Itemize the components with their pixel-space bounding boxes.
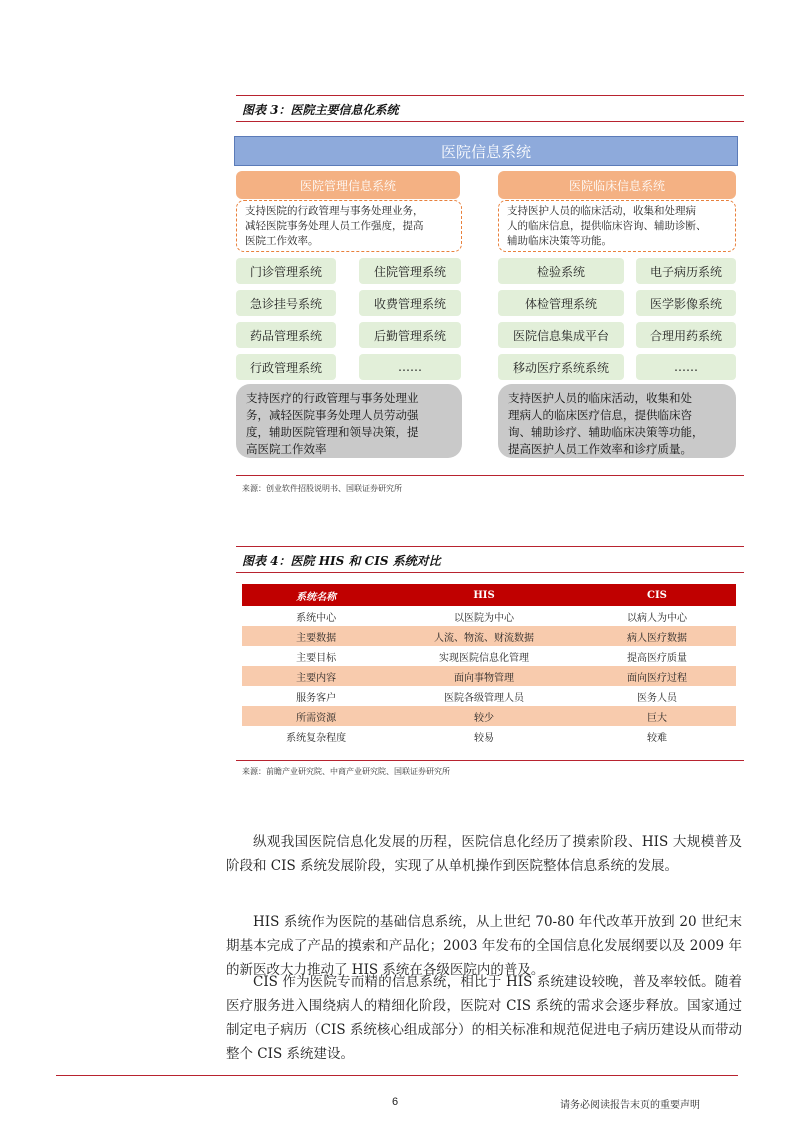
table-cell: 较少	[390, 706, 578, 726]
figure3-top-rule	[236, 95, 744, 96]
figure3-title: 图表 3：医院主要信息化系统	[242, 103, 399, 117]
figure3-source: 来源：创业软件招股说明书、国联证券研究所	[242, 484, 402, 493]
footer-rule	[56, 1075, 738, 1076]
table-cell: 以病人为中心	[626, 612, 687, 624]
system-item: ……	[359, 354, 461, 380]
table-row	[242, 646, 736, 666]
table-cell: 系统复杂程度	[286, 732, 347, 744]
table-cell: 病人医疗数据	[578, 626, 736, 646]
right-summary-line: 提高医护人员工作效率和诊疗质量。	[508, 442, 692, 456]
table-cell: 医院各级管理人员	[444, 692, 525, 704]
table-row	[242, 686, 736, 706]
system-item: 收费管理系统	[359, 290, 461, 316]
system-item: 住院管理系统	[359, 258, 461, 284]
left-desc-line: 减轻医院事务处理人员工作强度，提高	[245, 220, 424, 232]
left-column-title: 医院管理信息系统	[236, 171, 460, 199]
figure4-bottom-rule	[236, 760, 744, 761]
table-cell: 所需资源	[242, 706, 390, 726]
system-item: 行政管理系统	[236, 354, 336, 380]
left-summary-line: 支持医疗的行政管理与事务处理业	[246, 391, 419, 405]
table-cell: 主要内容	[242, 666, 390, 686]
left-summary-line: 高医院工作效率	[246, 442, 327, 456]
figure3-bottom-rule	[236, 475, 744, 476]
table-cell: 系统中心	[296, 612, 337, 624]
table-cell: 医务人员	[636, 692, 677, 704]
right-summary-line: 询、辅助诊疗、辅助临床决策等功能，	[508, 425, 704, 439]
table-cell: 提高医疗质量	[626, 652, 687, 664]
table-header-row	[242, 584, 736, 606]
right-desc-line: 人的临床信息，提供临床咨询、辅助诊断、	[507, 220, 707, 232]
right-summary	[498, 384, 736, 458]
system-item: 医学影像系统	[636, 290, 736, 316]
table-cell: 较易	[474, 732, 495, 744]
table-cell: 面向医疗过程	[578, 666, 736, 686]
system-item: 医院信息集成平台	[498, 322, 624, 348]
table-header-cell: HIS	[390, 584, 578, 606]
figure4-source: 来源：前瞻产业研究院、中商产业研究院、国联证券研究所	[242, 767, 450, 776]
figure4-title-rule	[236, 572, 744, 573]
table-header-cell: CIS	[578, 584, 736, 606]
left-description	[236, 200, 462, 252]
system-item: 后勤管理系统	[359, 322, 461, 348]
system-item: 移动医疗系统系统	[498, 354, 624, 380]
right-desc-line: 辅助临床决策等功能。	[507, 235, 612, 247]
left-summary-line: 务，减轻医院事务处理人员劳动强	[246, 408, 419, 422]
right-summary-line: 支持医护人员的临床活动，收集和处	[508, 391, 692, 405]
his-cis-comparison-table	[242, 584, 736, 746]
table-row	[242, 666, 736, 686]
table-cell: 人流、物流、财流数据	[390, 626, 578, 646]
right-summary-line: 理病人的临床医疗信息，提供临床咨	[508, 408, 692, 422]
system-item: 体检管理系统	[498, 290, 624, 316]
table-row	[242, 626, 736, 646]
table-cell: 以医院为中心	[454, 612, 515, 624]
table-row	[242, 706, 736, 726]
system-item: 检验系统	[498, 258, 624, 284]
body-paragraph: CIS 作为医院专而精的信息系统，相比于 HIS 系统建设较晚，普及率较低。随着医疗服务进入围绕病人的精细化阶段，医院对 CIS 系统的需求会逐步释放。国家通过制定电子病历（CIS 系统核心组成部分）的相关标准和规范促进电子病历建设从而带动整个 CIS 系统建设。	[226, 974, 742, 1062]
left-summary	[236, 384, 462, 458]
table-cell: 主要数据	[242, 626, 390, 646]
figure4-title: 图表 4：医院 HIS 和 CIS 系统对比	[242, 554, 441, 568]
system-item: 药品管理系统	[236, 322, 336, 348]
his-diagram-header: 医院信息系统	[234, 136, 738, 166]
left-desc-line: 医院工作效率。	[245, 235, 319, 247]
system-item: 电子病历系统	[636, 258, 736, 284]
table-row	[242, 726, 736, 746]
table-header-cell: 系统名称	[242, 584, 390, 606]
right-desc-line: 支持医护人员的临床活动，收集和处理病	[507, 205, 696, 217]
system-item: ……	[636, 354, 736, 380]
left-desc-line: 支持医院的行政管理与事务处理业务，	[245, 205, 424, 217]
left-summary-line: 度，辅助医院管理和领导决策，提	[246, 425, 419, 439]
table-row	[242, 606, 736, 626]
page-number: 6	[392, 1096, 399, 1108]
table-cell: 实现医院信息化管理	[439, 652, 530, 664]
table-cell: 面向事物管理	[390, 666, 578, 686]
system-item: 合理用药系统	[636, 322, 736, 348]
table-cell: 巨大	[578, 706, 736, 726]
body-paragraph: 纵观我国医院信息化发展的历程，医院信息化经历了摸索阶段、HIS 大规模普及阶段和 CIS 系统发展阶段，实现了从单机操作到医院整体信息系统的发展。	[226, 834, 742, 874]
system-item: 门诊管理系统	[236, 258, 336, 284]
right-description	[498, 200, 736, 252]
right-column-title: 医院临床信息系统	[498, 171, 736, 199]
footer-disclaimer-note: 请务必阅读报告末页的重要声明	[560, 1100, 700, 1111]
system-item: 急诊挂号系统	[236, 290, 336, 316]
table-cell: 主要目标	[296, 652, 337, 664]
figure4-top-rule	[236, 546, 744, 547]
table-cell: 服务客户	[296, 692, 337, 704]
body-paragraph: HIS 系统作为医院的基础信息系统，从上世纪 70-80 年代改革开放到 20 世纪末期基本完成了产品的摸索和产品化；2003 年发布的全国信息化发展纲要以及 2009 年的新医改大力推动了 HIS 系统在各级医院内的普及。	[226, 914, 742, 978]
figure3-title-rule	[236, 121, 744, 122]
table-cell: 较难	[646, 732, 667, 744]
